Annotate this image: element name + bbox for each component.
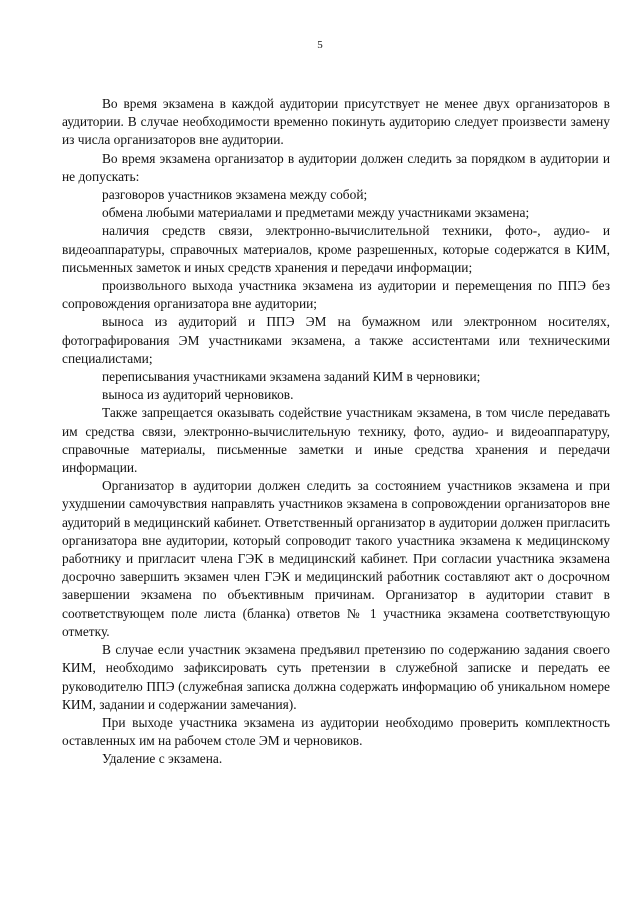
paragraph-assistance-prohibited: Также запрещается оказывать содействие участникам экзамена, в том числе передавать им средства связи, электронно-вычислительную технику, фото, аудио- и видеоаппаратуру, справочные материалы, письменные заметки и иные средства хранения и передачи информации.: [62, 405, 610, 476]
document-body: [62, 95, 610, 769]
list-item-removing-drafts: выноса из аудиторий черновиков.: [102, 387, 294, 403]
list-item-leaving-room: произвольного выхода участника экзамена из аудитории и перемещения по ППЭ без сопровождения организатора вне аудитории;: [62, 278, 610, 312]
paragraph-prohibitions-intro: Во время экзамена организатор в аудитории должен следить за порядком в аудитории и не допускать:: [62, 150, 610, 184]
list-item-removing-materials: выноса из аудиторий и ППЭ ЭМ на бумажном или электронном носителях, фотографирования ЭМ участниками экзамена, а также ассистентами или техническими специалистами;: [62, 314, 610, 366]
list-item-communication-devices: наличия средств связи, электронно-вычислительной техники, фото-, аудио- и видеоаппаратуры, справочных материалов, кроме разрешенных, которые содержатся в КИМ, письменных заметок и иных средств хранения и передачи информации;: [62, 223, 610, 275]
list-item-material-exchange: обмена любыми материалами и предметами между участниками экзамена;: [102, 205, 530, 221]
paragraph-health-monitoring: Организатор в аудитории должен следить за состоянием участников экзамена и при ухудшении самочувствия направлять участников экзамена в сопровождении организаторов вне аудиторий в медицинский кабинет. Ответственный организатор в аудитории должен пригласить организатора вне аудитории, который сопроводит такого участника экзамена к медицинскому работнику и пригласит члена ГЭК в медицинский кабинет. При согласии участника экзамена досрочно завершить экзамен член ГЭК и медицинский работник составляют акт о досрочном завершении экзамена по объективным причинам. Организатор в аудитории ставит в соответствующем поле листа (бланка) ответов № 1 участника экзамена соответствующую отметку.: [62, 478, 610, 639]
paragraph-organizers-presence: Во время экзамена в каждой аудитории присутствует не менее двух организаторов в аудитории. В случае необходимости временно покинуть аудиторию следует произвести замену из числа организаторов вне аудитории.: [62, 96, 610, 148]
page-number: 5: [317, 39, 323, 51]
paragraph-leaving-check: При выходе участника экзамена из аудитории необходимо проверить комплектность оставленных им на рабочем столе ЭМ и черновиков.: [62, 714, 610, 749]
list-item-copying-tasks: переписывания участниками экзамена заданий КИМ в черновики;: [102, 369, 481, 385]
list-item-conversations: разговоров участников экзамена между собой;: [102, 187, 368, 203]
paragraph-removal-heading: Удаление с экзамена.: [102, 751, 223, 767]
paragraph-claims: В случае если участник экзамена предъявил претензию по содержанию задания своего КИМ, необходимо зафиксировать суть претензии в служебной записке и передать ее руководителю ППЭ (служебная записка должна содержать информацию об уникальном номере КИМ, задании и содержании замечания).: [62, 642, 610, 712]
